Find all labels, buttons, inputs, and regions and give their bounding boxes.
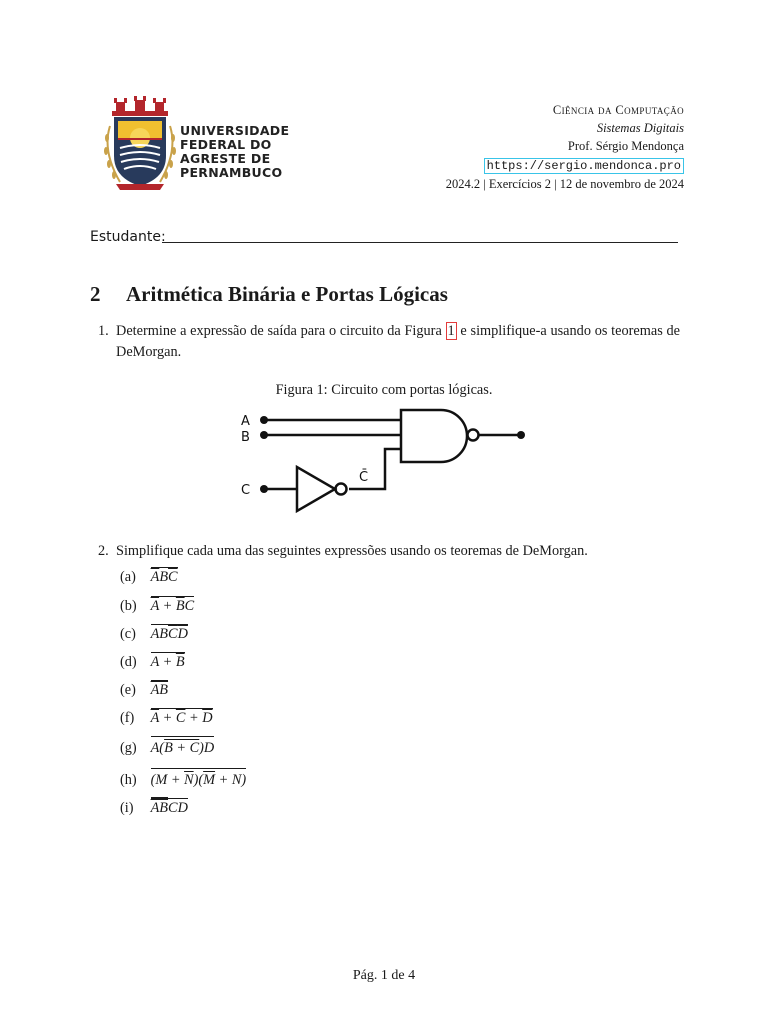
item-label: (f) [120,710,135,726]
question-2-text: Simplifique cada uma das seguintes expressões usando os teoremas de DeMorgan. [116,543,588,559]
item-label: (g) [120,740,137,756]
university-name-line: UNIVERSIDADE [180,123,290,138]
item-label: (d) [120,654,137,670]
inverter-output-label: C̄ [359,470,369,485]
expression-item-g [120,736,214,758]
input-label-b: B [241,430,250,445]
student-name-line[interactable] [162,242,678,243]
question-1 [98,321,680,360]
question-number: 1. [98,323,109,339]
math-expression: $\overline{AB}CD$ [151,798,188,816]
university-name-line: FEDERAL DO [180,137,272,152]
document-header [446,101,684,193]
page-number: Pág. 1 de 4 [352,968,416,983]
math-expression: $A + \overline{B}$ [150,654,185,670]
math-expression: $\overline{A} + \overline{C} + \overline{D}$ [150,710,213,726]
item-label: (i) [120,800,134,816]
university-name-line: AGRESTE DE [180,151,271,166]
item-label: (h) [120,772,137,788]
subject-name: Sistemas Digitais [596,121,684,136]
question-text-part: e simplifique-a usando os teoremas de DeMorgan. [116,323,680,360]
item-label: (b) [120,598,137,614]
expression-item-d [120,652,185,672]
item-label: (a) [120,569,136,585]
inverter-gate [297,467,335,511]
university-name-line: PERNAMBUCO [180,165,283,180]
student-label: Estudante: [90,229,166,245]
professor-name: Prof. Sérgio Mendonça [567,139,684,154]
university-logo [100,96,180,194]
expression-item-i [120,798,188,818]
assignment-info: 2024.2 | Exercícios 2 | 12 de novembro de 2024 [445,176,684,191]
output-dot [517,431,525,439]
section-number: 2 [90,282,101,306]
input-dot-c [260,485,268,493]
input-label-a: A [241,414,250,429]
question-number: 2. [98,543,109,559]
math-expression: $AB\overline{C}\overline{D}$ [150,626,188,642]
math-expression: A(B + C)D [151,736,215,756]
professor-url-link[interactable]: https://sergio.mendonca.pro [484,158,684,174]
question-1-text [116,321,680,363]
input-dot-a [260,416,268,424]
input-label-c: C [241,483,251,498]
section-title [90,282,448,307]
figure-caption: Figura 1: Circuito com portas lógicas. [275,382,493,398]
nand-gate [401,410,467,462]
item-label: (e) [120,682,136,698]
nand-bubble [468,430,479,441]
expression-item-h [120,768,246,790]
section-title-text: Aritmética Binária e Portas Lógicas [126,282,448,306]
item-label: (c) [120,626,136,642]
math-expression: $\overline{AB}$ [150,682,169,698]
expression-item-b [120,596,194,616]
course-name: Ciência da Computação [552,103,684,117]
math-expression: $(M + \overline{N})(\overline{M} + N)$ [151,768,247,788]
math-expression: $\overline{A}B\overline{C}$ [150,569,178,585]
figure-reference-link[interactable]: 1 [447,323,455,339]
question-text-part: Determine a expressão de saída para o circuito da Figura [116,323,446,339]
input-dot-b [260,431,268,439]
expression-item-a [120,567,178,587]
expression-item-c [120,624,188,644]
wire-c-bar [349,449,401,489]
university-name [180,124,289,180]
logic-circuit-diagram [235,405,535,517]
expression-item-f [120,708,213,728]
expression-item-e [120,680,168,700]
question-2 [98,541,680,562]
math-expression: $\overline{A} + \overline{B}C$ [150,598,195,614]
